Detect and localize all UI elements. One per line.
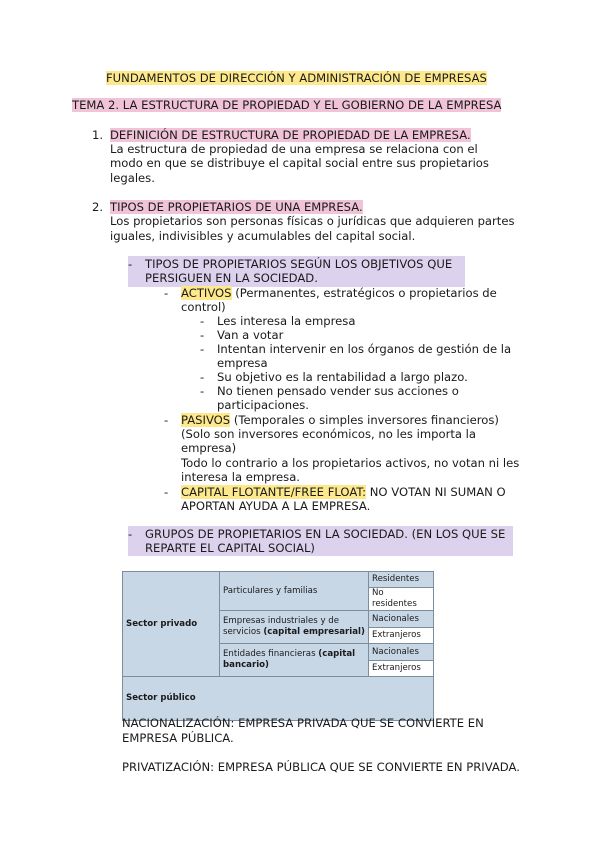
section-2-heading-text: TIPOS DE PROPIETARIOS DE UNA EMPRESA. <box>110 200 363 214</box>
empresas-text: Empresas industriales y de servicios <box>223 616 340 637</box>
subsection-a-bullet: - <box>128 257 133 271</box>
nacionalizacion-line: NACIONALIZACIÓN: EMPRESA PRIVADA QUE SE CONVIERTE EN <box>122 716 484 730</box>
section-1-number: 1. <box>92 128 104 142</box>
extranjeros-cell: Extranjeros <box>369 628 434 644</box>
privatizacion-line: PRIVATIZACIÓN: EMPRESA PÚBLICA QUE SE CONVIERTE EN PRIVADA. <box>122 760 520 774</box>
list-item-cont: participaciones. <box>217 398 309 412</box>
list-bullet: - <box>200 328 205 342</box>
activos-line <box>181 286 497 300</box>
empresas-cell <box>220 611 369 644</box>
list-item: Su objetivo es la rentabilidad a largo plazo. <box>217 370 468 384</box>
section-2-heading <box>110 200 363 214</box>
activos-desc-line2: control) <box>181 300 226 314</box>
list-bullet: - <box>200 384 205 398</box>
no-residentes-cell: No residentes <box>369 588 434 611</box>
particulares-cell: Particulares y familias <box>220 572 369 611</box>
owners-table <box>122 571 434 721</box>
list-item: Les interesa la empresa <box>217 314 356 328</box>
subsection-a-line: TIPOS DE PROPIETARIOS SEGÚN LOS OBJETIVOS QUE <box>145 257 453 271</box>
list-item: Van a votar <box>217 328 284 342</box>
activos-desc: (Permanentes, estratégicos o propietarios de <box>231 286 497 300</box>
title-text: FUNDAMENTOS DE DIRECCIÓN Y ADMINISTRACIÓN DE EMPRESAS <box>106 71 487 85</box>
activos-label: ACTIVOS <box>181 286 232 300</box>
activos-bullet: - <box>164 286 169 300</box>
nacionalizacion-line: EMPRESA PÚBLICA. <box>122 731 234 745</box>
capital-flotante-line <box>181 485 506 499</box>
list-bullet: - <box>200 342 205 356</box>
nacionales-cell: Nacionales <box>369 644 434 661</box>
entidades-text: Entidades financieras <box>223 649 319 659</box>
empresas-bold-text: (capital empresarial) <box>263 627 365 637</box>
list-item: Intentan intervenir en los órganos de gestión de la <box>217 342 512 356</box>
sector-publico-cell: Sector público <box>123 677 434 721</box>
section-1-body-line: modo en que se distribuye el capital social entre sus propietarios <box>110 156 489 170</box>
pasivos-label: PASIVOS <box>181 413 231 427</box>
tema-text: TEMA 2. LA ESTRUCTURA DE PROPIEDAD Y EL GOBIERNO DE LA EMPRESA <box>72 98 502 112</box>
pasivos-body-line: empresa) <box>181 441 237 455</box>
pasivos-desc: (Temporales o simples inversores financieros) <box>230 413 499 427</box>
list-item-cont: empresa <box>217 356 268 370</box>
entidades-bold-text: (capital bancario) <box>223 649 356 670</box>
capital-flotante-desc: NO VOTAN NI SUMAN O <box>366 485 506 499</box>
pasivos-bullet: - <box>164 413 169 427</box>
section-2-body-line: iguales, indivisibles y acumulables del capital social. <box>110 229 416 243</box>
section-1-heading-text: DEFINICIÓN DE ESTRUCTURA DE PROPIEDAD DE LA EMPRESA. <box>110 128 471 142</box>
pasivos-body-line: interesa la empresa. <box>181 470 300 484</box>
pasivos-body-line: Todo lo contrario a los propietarios activos, no votan ni les <box>181 456 520 470</box>
entidades-cell <box>220 644 369 677</box>
list-item: No tienen pensado vender sus acciones o <box>217 384 459 398</box>
pasivos-line <box>181 413 499 427</box>
capital-flotante-desc-line2: APORTAN AYUDA A LA EMPRESA. <box>181 499 371 513</box>
section-1-heading <box>110 128 471 142</box>
tema-heading <box>72 98 501 112</box>
section-2-number: 2. <box>92 200 104 214</box>
section-2-body-line: Los propietarios son personas físicas o jurídicas que adquieren partes <box>110 214 515 228</box>
extranjeros-cell: Extranjeros <box>369 661 434 677</box>
subsection-b-bullet: - <box>128 527 133 541</box>
subsection-a-line: PERSIGUEN EN LA SOCIEDAD. <box>145 271 318 285</box>
list-bullet: - <box>200 314 205 328</box>
list-bullet: - <box>200 370 205 384</box>
nacionales-cell: Nacionales <box>369 611 434 628</box>
subsection-b-line: GRUPOS DE PROPIETARIOS EN LA SOCIEDAD. (EN LOS QUE SE <box>145 527 506 541</box>
pasivos-body-line: (Solo son inversores económicos, no les importa la <box>181 427 477 441</box>
section-1-body-line: legales. <box>110 171 155 185</box>
subsection-b-line: REPARTE EL CAPITAL SOCIAL) <box>145 541 315 555</box>
document-title <box>106 71 487 85</box>
sector-privado-cell: Sector privado <box>123 572 220 677</box>
residentes-cell: Residentes <box>369 572 434 588</box>
section-1-body-line: La estructura de propiedad de una empresa se relaciona con el <box>110 142 478 156</box>
capital-flotante-label: CAPITAL FLOTANTE/FREE FLOAT: <box>181 485 367 499</box>
capital-flotante-bullet: - <box>164 485 169 499</box>
